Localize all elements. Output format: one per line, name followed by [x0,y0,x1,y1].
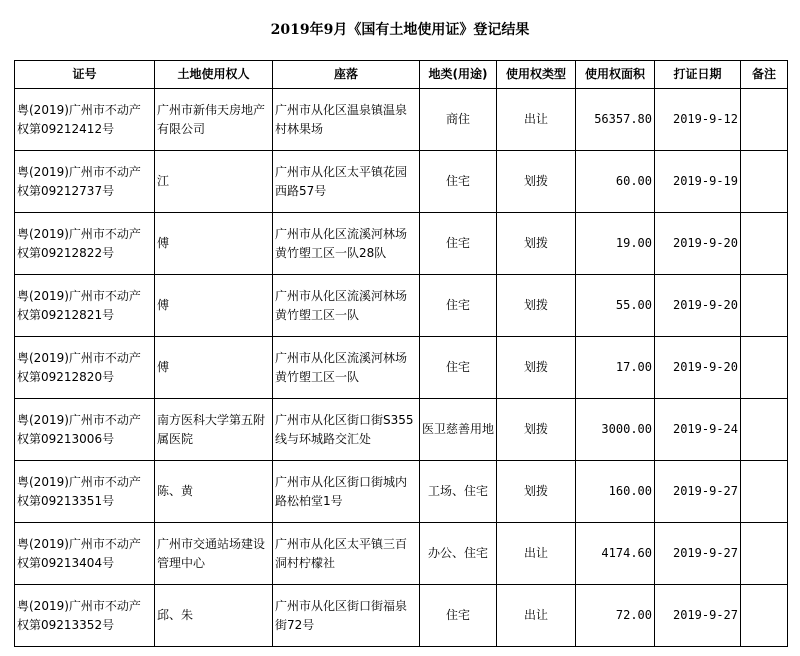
cell-land-use: 工场、住宅 [420,461,497,523]
cell-area: 3000.00 [576,399,655,461]
cell-date: 2019-9-20 [655,337,741,399]
cell-remark [741,585,788,647]
cell-cert-no: 粤(2019)广州市不动产权第09213351号 [15,461,155,523]
cell-right-type: 划拨 [497,213,576,275]
cell-holder: 陈、黄 [155,461,273,523]
cell-location: 广州市从化区流溪河林场黄竹塱工区一队 [273,275,420,337]
table-row [15,275,788,337]
cell-land-use: 医卫慈善用地 [420,399,497,461]
cell-holder: 傅 [155,213,273,275]
cell-area: 4174.60 [576,523,655,585]
cell-holder: 广州市交通站场建设管理中心 [155,523,273,585]
cell-holder: 傅 [155,337,273,399]
cell-date: 2019-9-27 [655,461,741,523]
cell-land-use: 住宅 [420,275,497,337]
cell-right-type: 出让 [497,523,576,585]
document-title: 2019年9月《国有土地使用证》登记结果 [270,22,530,38]
cell-remark [741,89,788,151]
cell-location: 广州市从化区流溪河林场黄竹塱工区一队28队 [273,213,420,275]
header-date: 打证日期 [655,61,741,89]
cell-area: 55.00 [576,275,655,337]
cell-right-type: 划拨 [497,461,576,523]
table-row [15,585,788,647]
cell-location: 广州市从化区太平镇三百洞村柠檬社 [273,523,420,585]
header-cert-no: 证号 [15,61,155,89]
cell-remark [741,213,788,275]
cell-remark [741,275,788,337]
header-area: 使用权面积 [576,61,655,89]
cell-location: 广州市从化区街口街福泉街72号 [273,585,420,647]
cell-location: 广州市从化区流溪河林场黄竹塱工区一队 [273,337,420,399]
cell-cert-no: 粤(2019)广州市不动产权第09212822号 [15,213,155,275]
cell-location: 广州市从化区温泉镇温泉村林果场 [273,89,420,151]
cell-remark [741,461,788,523]
cell-remark [741,151,788,213]
cell-area: 19.00 [576,213,655,275]
cell-cert-no: 粤(2019)广州市不动产权第09212820号 [15,337,155,399]
cell-land-use: 办公、住宅 [420,523,497,585]
cell-location: 广州市从化区街口街S355线与环城路交汇处 [273,399,420,461]
cell-land-use: 住宅 [420,585,497,647]
cell-land-use: 住宅 [420,213,497,275]
cell-holder: 江 [155,151,273,213]
cell-right-type: 划拨 [497,337,576,399]
table-row [15,213,788,275]
cell-remark [741,399,788,461]
cell-right-type: 划拨 [497,275,576,337]
table-row [15,461,788,523]
cell-holder: 邱、朱 [155,585,273,647]
cell-remark [741,523,788,585]
table-row [15,151,788,213]
table-header-row [15,61,788,89]
cell-date: 2019-9-12 [655,89,741,151]
cell-date: 2019-9-27 [655,585,741,647]
cell-cert-no: 粤(2019)广州市不动产权第09213352号 [15,585,155,647]
cell-cert-no: 粤(2019)广州市不动产权第09212412号 [15,89,155,151]
cell-cert-no: 粤(2019)广州市不动产权第09213006号 [15,399,155,461]
header-right-type: 使用权类型 [497,61,576,89]
table-row [15,523,788,585]
cell-holder: 南方医科大学第五附属医院 [155,399,273,461]
cell-area: 72.00 [576,585,655,647]
cell-holder: 傅 [155,275,273,337]
cell-area: 56357.80 [576,89,655,151]
header-land-use: 地类(用途) [420,61,497,89]
cell-date: 2019-9-27 [655,523,741,585]
cell-right-type: 划拨 [497,399,576,461]
cell-land-use: 住宅 [420,151,497,213]
table-row [15,399,788,461]
header-holder: 土地使用权人 [155,61,273,89]
cell-cert-no: 粤(2019)广州市不动产权第09212737号 [15,151,155,213]
cell-right-type: 划拨 [497,151,576,213]
cell-date: 2019-9-24 [655,399,741,461]
cell-date: 2019-9-20 [655,213,741,275]
cell-location: 广州市从化区街口街城内路松柏堂1号 [273,461,420,523]
cell-area: 160.00 [576,461,655,523]
cell-land-use: 商住 [420,89,497,151]
cell-date: 2019-9-19 [655,151,741,213]
header-location: 座落 [273,61,420,89]
land-certificate-table [14,60,788,647]
cell-cert-no: 粤(2019)广州市不动产权第09213404号 [15,523,155,585]
cell-right-type: 出让 [497,585,576,647]
cell-area: 17.00 [576,337,655,399]
cell-location: 广州市从化区太平镇花园西路57号 [273,151,420,213]
cell-holder: 广州市新伟天房地产有限公司 [155,89,273,151]
cell-remark [741,337,788,399]
cell-date: 2019-9-20 [655,275,741,337]
cell-cert-no: 粤(2019)广州市不动产权第09212821号 [15,275,155,337]
table-row [15,337,788,399]
cell-land-use: 住宅 [420,337,497,399]
header-remark: 备注 [741,61,788,89]
cell-area: 60.00 [576,151,655,213]
cell-right-type: 出让 [497,89,576,151]
table-row [15,89,788,151]
